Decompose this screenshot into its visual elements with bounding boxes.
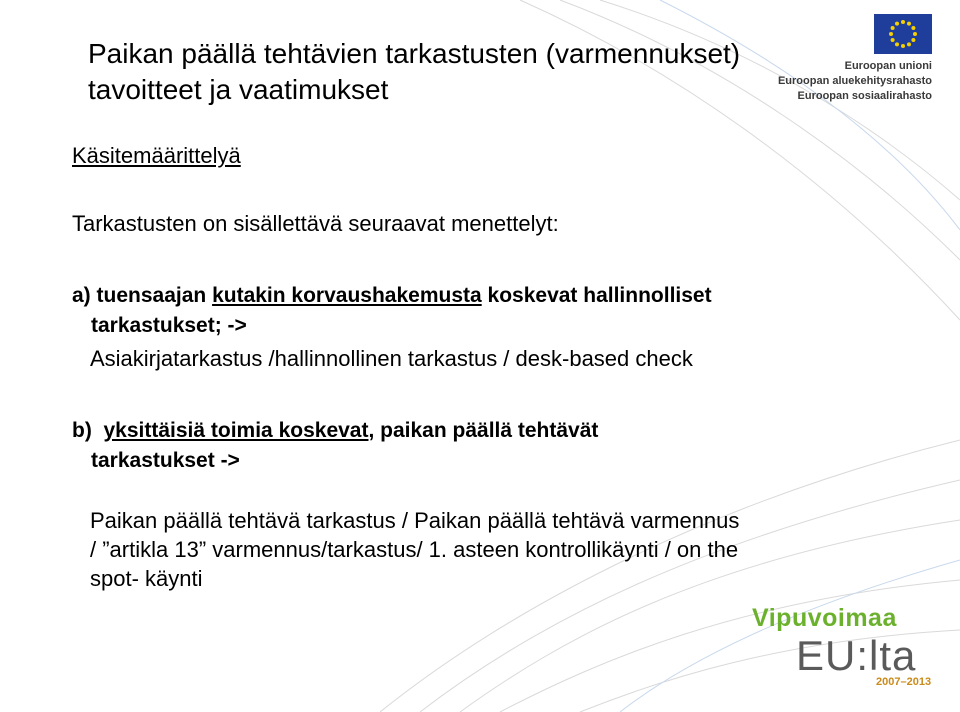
item-b-prefix: b) <box>72 419 104 442</box>
item-a-underlined: kutakin korvaushakemusta <box>212 284 482 307</box>
item-a-line-2: tarkastukset; -> <box>91 314 247 337</box>
eu-flag-icon <box>874 14 932 54</box>
item-b-description-line-3: spot- käynti <box>90 566 203 591</box>
eu-logo-line-2: Euroopan aluekehitysrahasto <box>777 75 932 87</box>
item-a <box>72 281 712 341</box>
item-b-line-2: tarkastukset -> <box>91 449 240 472</box>
title-line-1: Paikan päällä tehtävien tarkastusten (varmennukset) <box>88 38 741 69</box>
item-b-suffix: , paikan päällä tehtävät <box>368 419 599 442</box>
item-b-underlined: yksittäisiä toimia koskevat <box>103 419 369 442</box>
title-line-2: tavoitteet ja vaatimukset <box>88 74 389 105</box>
years-text: 2007–2013 <box>876 676 932 688</box>
page-title <box>88 36 808 108</box>
section-heading: Käsitemäärittelyä <box>72 143 241 168</box>
item-b-description-line-2: / ”artikla 13” varmennus/tarkastus/ 1. asteen kontrollikäynti / on the <box>90 537 739 562</box>
eu-logo-line-1: Euroopan unioni <box>844 60 932 72</box>
eulta-text: EU:lta <box>796 632 917 679</box>
item-b-description-line-1: Paikan päällä tehtävä tarkastus / Paikan päällä tehtävä varmennus <box>90 508 740 533</box>
eu-logo <box>777 14 944 106</box>
eu-logo-line-3: Euroopan sosiaalirahasto <box>797 90 932 102</box>
item-a-prefix: a) tuensaajan <box>72 284 213 307</box>
item-b <box>72 416 598 476</box>
item-a-description: Asiakirjatarkastus /hallinnollinen tarkastus / desk-based check <box>90 346 693 371</box>
vipuvoimaa-text: Vipuvoimaa <box>752 604 897 632</box>
vipuvoimaa-logo <box>752 596 942 696</box>
item-b-description <box>90 506 890 593</box>
item-b-line-1 <box>72 416 598 446</box>
item-a-line-1 <box>72 281 712 311</box>
intro-text: Tarkastusten on sisällettävä seuraavat menettelyt: <box>72 211 559 236</box>
item-a-suffix: koskevat hallinnolliset <box>481 284 712 307</box>
